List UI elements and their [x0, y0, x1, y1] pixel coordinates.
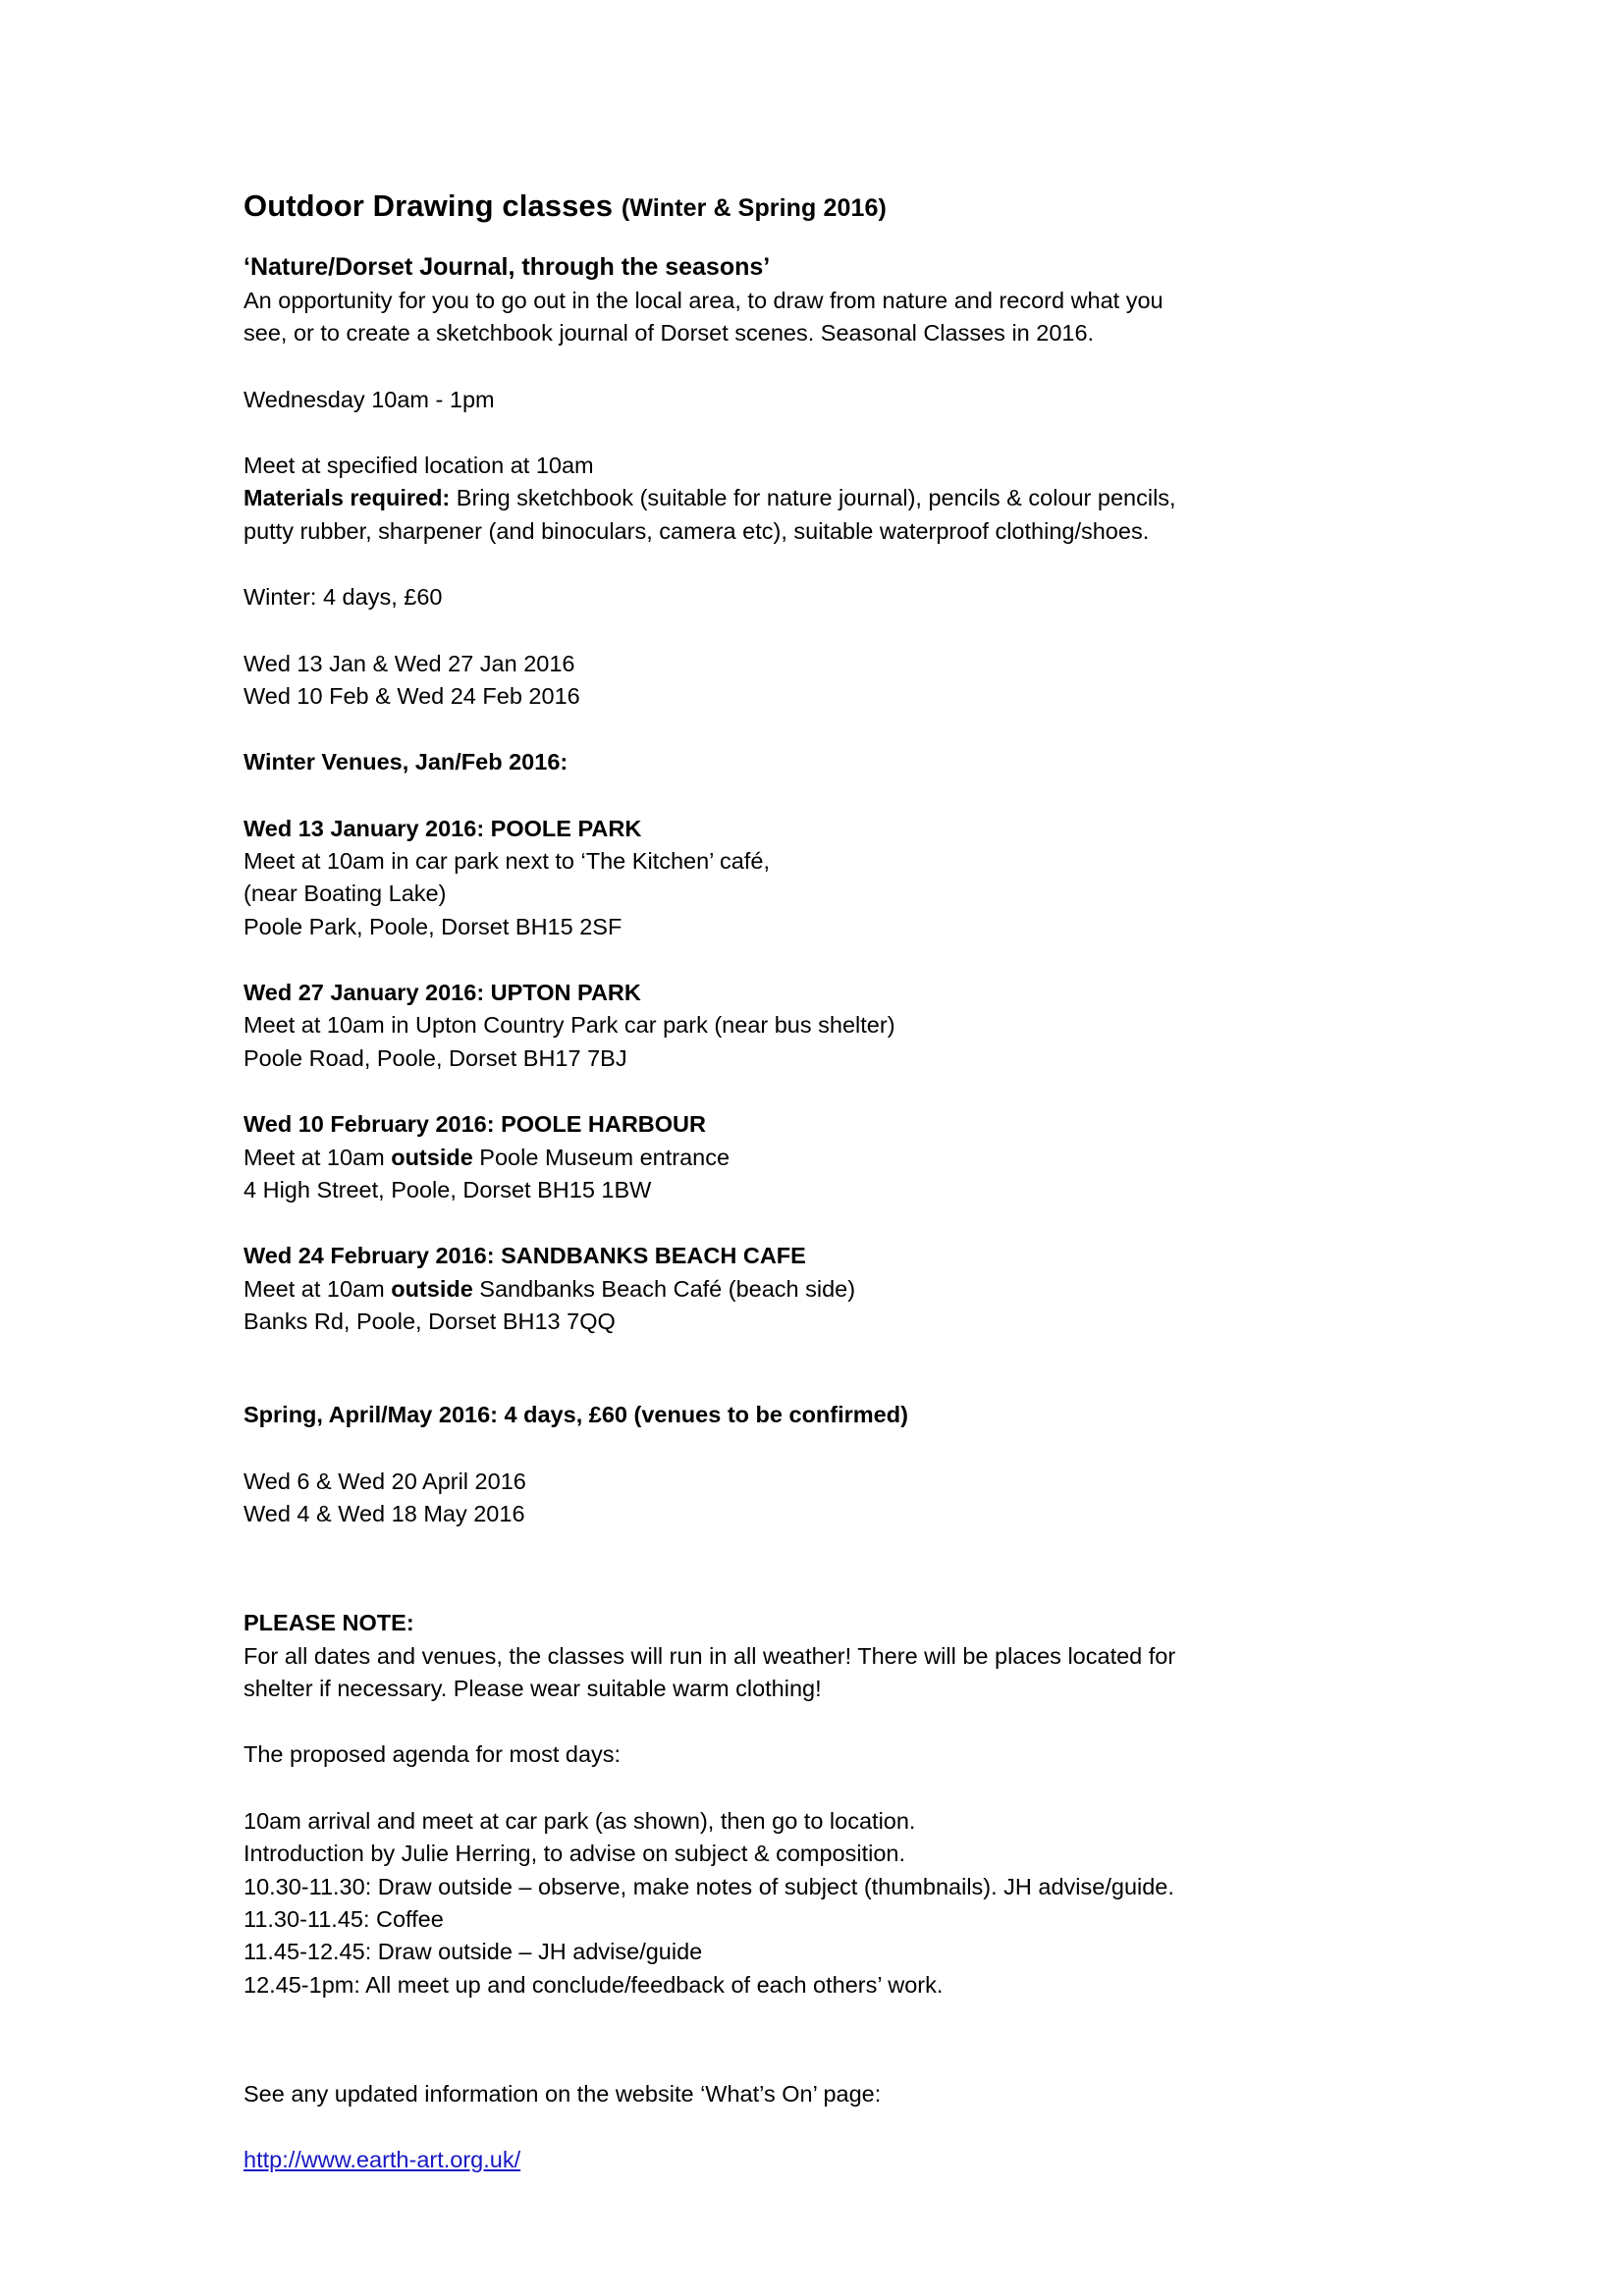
- venue-line-pre: Meet at 10am: [244, 1144, 392, 1170]
- page-title-sub: (Winter & Spring 2016): [621, 194, 887, 222]
- venue-line-post: Sandbanks Beach Café (beach side): [472, 1275, 856, 1302]
- document-subtitle: ‘Nature/Dorset Journal, through the seasons’: [244, 253, 771, 282]
- venue-line: Poole Park, Poole, Dorset BH15 2SF: [244, 913, 623, 939]
- class-time: Wednesday 10am - 1pm: [244, 386, 495, 412]
- venue-line: Meet at 10am in Upton Country Park car park (near bus shelter): [244, 1012, 895, 1039]
- agenda-item: Introduction by Julie Herring, to advise on subject & composition.: [244, 1841, 906, 1867]
- agenda-item: 11.45-12.45: Draw outside – JH advise/guide: [244, 1939, 703, 1965]
- venue-line-emphasis: outside: [391, 1144, 473, 1170]
- website-line: See any updated information on the website ‘What’s On’ page:: [244, 2080, 882, 2107]
- materials-text-2: putty rubber, sharpener (and binoculars, camera etc), suitable waterproof clothing/shoes.: [244, 517, 1150, 544]
- agenda-item: 10am arrival and meet at car park (as shown), then go to location.: [244, 1807, 916, 1834]
- website-link[interactable]: http://www.earth-art.org.uk/: [244, 2147, 521, 2173]
- venue-line-post: Poole Museum entrance: [472, 1144, 731, 1170]
- intro-line-1: An opportunity for you to go out in the local area, to draw from nature and record what you: [244, 288, 1164, 314]
- page-title-main: Outdoor Drawing classes: [244, 188, 622, 223]
- winter-venues-heading: Winter Venues, Jan/Feb 2016:: [244, 749, 568, 775]
- materials-line: [244, 482, 1382, 514]
- venue-line-rich: [244, 1273, 1382, 1306]
- materials-text-1: Bring sketchbook (suitable for nature journal), pencils & colour pencils,: [450, 485, 1176, 511]
- agenda-intro: The proposed agenda for most days:: [244, 1741, 622, 1768]
- venue-block-poole-park: [244, 813, 1382, 943]
- venue-line: 4 High Street, Poole, Dorset BH15 1BW: [244, 1176, 652, 1202]
- venue-line-rich: [244, 1142, 1382, 1174]
- agenda-item: 10.30-11.30: Draw outside – observe, make notes of subject (thumbnails). JH advise/guide.: [244, 1873, 1174, 1899]
- venue-heading: Wed 13 January 2016: POOLE PARK: [244, 815, 642, 841]
- please-note-line-1: For all dates and venues, the classes will run in all weather! There will be places located for: [244, 1642, 1176, 1669]
- agenda-item: 11.30-11.45: Coffee: [244, 1905, 444, 1932]
- intro-line-2: see, or to create a sketchbook journal of Dorset scenes. Seasonal Classes in 2016.: [244, 320, 1095, 347]
- materials-label: Materials required:: [244, 485, 451, 511]
- venue-block-sandbanks-beach-cafe: [244, 1240, 1382, 1338]
- winter-price: Winter: 4 days, £60: [244, 584, 443, 611]
- venue-line-emphasis: outside: [391, 1275, 473, 1302]
- document-content: [244, 187, 1382, 2177]
- spring-dates-line-2: Wed 4 & Wed 18 May 2016: [244, 1501, 525, 1527]
- please-note-heading: PLEASE NOTE:: [244, 1610, 414, 1636]
- venue-heading: Wed 27 January 2016: UPTON PARK: [244, 980, 641, 1006]
- agenda-item: 12.45-1pm: All meet up and conclude/feedback of each others’ work.: [244, 1971, 944, 1998]
- spring-dates-line-1: Wed 6 & Wed 20 April 2016: [244, 1468, 526, 1494]
- venue-line: (near Boating Lake): [244, 881, 447, 907]
- please-note-line-2: shelter if necessary. Please wear suitable warm clothing!: [244, 1676, 822, 1702]
- venue-line-pre: Meet at 10am: [244, 1275, 392, 1302]
- page-title: [244, 187, 1382, 226]
- venue-line: Meet at 10am in car park next to ‘The Kitchen’ café,: [244, 848, 770, 874]
- venue-heading: Wed 10 February 2016: POOLE HARBOUR: [244, 1111, 706, 1138]
- venue-heading: Wed 24 February 2016: SANDBANKS BEACH CAFE: [244, 1243, 806, 1269]
- meet-instruction: Meet at specified location at 10am: [244, 453, 594, 479]
- venue-line: Banks Rd, Poole, Dorset BH13 7QQ: [244, 1308, 616, 1334]
- venue-block-upton-park: [244, 977, 1382, 1075]
- venue-line: Poole Road, Poole, Dorset BH17 7BJ: [244, 1044, 627, 1071]
- venue-block-poole-harbour: [244, 1108, 1382, 1206]
- spring-heading: Spring, April/May 2016: 4 days, £60 (venues to be confirmed): [244, 1402, 908, 1428]
- winter-dates-line-2: Wed 10 Feb & Wed 24 Feb 2016: [244, 682, 580, 709]
- winter-dates-line-1: Wed 13 Jan & Wed 27 Jan 2016: [244, 650, 575, 676]
